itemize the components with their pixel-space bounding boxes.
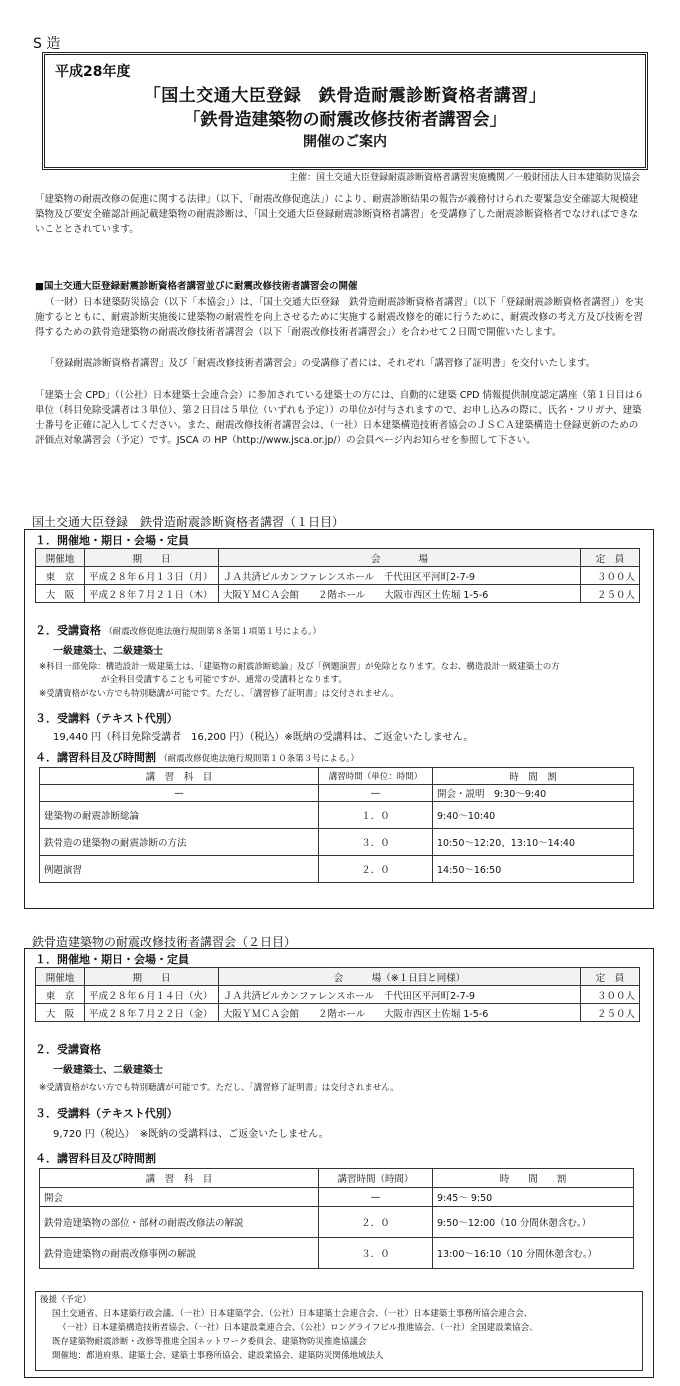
c2-venue-h1: 期 日 <box>85 968 219 986</box>
title-line-2: 「鉄骨造建築物の耐震改修技術者講習会」 <box>183 110 507 130</box>
course-hours: — <box>319 1188 433 1207</box>
course-time: 10:50〜12:20、13:10〜14:40 <box>433 829 634 856</box>
venue-date: 平成２８年７月２１日（木） <box>85 585 219 603</box>
course-name: 鉄骨造建築物の耐震改修事例の解説 <box>40 1238 319 1269</box>
c1-venue-table <box>35 548 640 603</box>
c1-note-2: ※受講資格がない方でも特別聴講が可能です。ただし、「講習修了証明書」は交付されません。 <box>39 689 399 699</box>
structure-label: S 造 <box>33 36 61 52</box>
course-name: — <box>40 785 319 802</box>
venue-capacity: ３００人 <box>581 567 640 585</box>
venue-capacity: ２５０人 <box>581 585 640 603</box>
support-line-3: 既存建築物耐震診断・改修等推進全国ネットワーク委員会、建築物防災推進協議会 <box>52 1337 367 1347</box>
title-line-3: 開催のご案内 <box>303 134 387 150</box>
c1-fee: 19,440 円（科目免除受講者 16,200 円）（税込）※既納の受講料は、ご返金いたしません。 <box>53 732 474 743</box>
course-hours: １．０ <box>319 802 433 829</box>
venue-date: 平成２８年７月２２日（金） <box>85 1004 219 1022</box>
course-time: 9:45〜 9:50 <box>433 1188 634 1207</box>
fiscal-year: 平成28年度 <box>55 64 131 80</box>
venue-city: 大 阪 <box>36 1004 85 1022</box>
course2-title: 鉄骨造建築物の耐震改修技術者講習会（２日目） <box>32 935 297 949</box>
course-hours: ３．０ <box>319 1238 433 1269</box>
table-row <box>40 829 634 856</box>
table-row <box>40 1188 634 1207</box>
c1-note-1a: ※科目一部免除：構造設計一級建築士は、「建築物の耐震診断総論」及び「例題演習」が免除となります。なお、構造設計一級建築士の方 <box>39 662 560 672</box>
title-line-1: 「国土交通大臣登録 鉄骨造耐震診断資格者講習」 <box>143 86 547 106</box>
course-time: 14:50〜16:50 <box>433 856 634 883</box>
c2-venue-h3: 定 員 <box>581 968 640 986</box>
table-row <box>36 1004 640 1022</box>
c2-course-h0: 講 習 科 目 <box>40 1169 319 1188</box>
title-box <box>42 52 648 170</box>
c1-course-table <box>39 767 634 883</box>
c1-venue-h0: 開催地 <box>36 549 85 567</box>
venue-city: 大 阪 <box>36 585 85 603</box>
c1-s4-title: ４．講習科目及び時間割 <box>35 751 156 764</box>
c2-course-table <box>39 1168 634 1269</box>
table-row <box>40 1207 634 1238</box>
c1-course-h1: 講習時間（単位：時間） <box>319 768 433 785</box>
course-name: 開会 <box>40 1188 319 1207</box>
c2-course-h1: 講習時間（時間） <box>319 1169 433 1188</box>
course-time: 9:50〜12:00（10 分間休憩含む。） <box>433 1207 634 1238</box>
c2-note: ※受講資格がない方でも特別聴講が可能です。ただし、「講習修了証明書」は交付されません。 <box>39 1083 399 1093</box>
c1-qualification: 一級建築士、二級建築士 <box>53 646 163 657</box>
course-hours: ２．０ <box>319 856 433 883</box>
paragraph-2: 「登録耐震診断資格者講習」及び「耐震改修技術者講習会」の受講修了者には、それぞれ「講習修了証明書」を交付いたします。 <box>45 358 596 369</box>
venue-city: 東 京 <box>36 567 85 585</box>
c2-s3-title: ３．受講料（テキスト代別） <box>35 1107 178 1120</box>
c2-s4-title: ４．講習科目及び時間割 <box>35 1152 156 1165</box>
venue-hall: 大阪ＹＭＣＡ会館 ２階ホール 大阪市西区土佐堀 1-5-6 <box>219 1004 581 1022</box>
c1-venue-h2: 会 場 <box>219 549 581 567</box>
course2-box <box>24 948 654 1378</box>
course-name: 鉄骨造建築物の部位・部材の耐震改修法の解説 <box>40 1207 319 1238</box>
support-line-1: 国土交通省、日本建築行政会議、（一社）日本建築学会、（公社）日本建築士会連合会、（一社）日本建築士事務所協会連合会、 <box>52 1309 533 1319</box>
table-row <box>40 1238 634 1269</box>
venue-city: 東 京 <box>36 986 85 1004</box>
c2-venue-table <box>35 967 640 1022</box>
course-time: 13:00〜16:10（10 分間休憩含む。） <box>433 1238 634 1269</box>
venue-hall: ＪＡ共済ビルカンファレンスホール 千代田区平河町2-7-9 <box>219 567 581 585</box>
venue-capacity: ２５０人 <box>581 1004 640 1022</box>
venue-hall: 大阪ＹＭＣＡ会館 ２階ホール 大阪市西区土佐堀 1-5-6 <box>219 585 581 603</box>
course-time: 開会・説明 9:30〜9:40 <box>433 785 634 802</box>
c1-course-h2: 時 間 割 <box>433 768 634 785</box>
support-label: 後援（予定） <box>40 1295 92 1305</box>
course1-title: 国土交通大臣登録 鉄骨造耐震診断資格者講習（１日目） <box>32 515 345 529</box>
c1-s2-note: （耐震改修促進法施行規則第８条第１項第１号による。） <box>104 627 321 637</box>
c2-fee: 9,720 円（税込） ※既納の受講料は、ご返金いたしません。 <box>53 1129 329 1140</box>
c1-s1-title: １．開催地・期日・会場・定員 <box>35 534 189 547</box>
course-hours: ２．０ <box>319 1207 433 1238</box>
c1-venue-h3: 定 員 <box>581 549 640 567</box>
support-line-4: 開催地：都道府県、建築士会、建築士事務所協会、建設業協会、建築防災関係地域法人 <box>52 1351 384 1361</box>
course1-box <box>24 529 654 909</box>
venue-capacity: ３００人 <box>581 986 640 1004</box>
c2-venue-h0: 開催地 <box>36 968 85 986</box>
paragraph-3: 「建築士会 CPD」（（公社）日本建築士会連合会）に参加されている建築士の方には、自動的に建築 CPD 情報提供制度認定講座（第１日目は６単位（科目免除受講者は３単位）、第２日目は５単位（いずれも予定））の単位が付与されますので、お申し込みの際に、氏名・フリガナ、建築士番号を正確に記入してください。また、耐震改修技術者講習会は、（一社）日本建築構造技術者協会のＪＳＣＡ建築構造士登録更新のための評価点対象講習会（予定）です。JSCA の HP（http://www.jsca.or.jp/）の会員ページ内お知らせを参照して下さい。 <box>35 390 644 446</box>
venue-date: 平成２８年６月１３日（月） <box>85 567 219 585</box>
table-row <box>36 585 640 603</box>
intro-paragraph: 「建築物の耐震改修の促進に関する法律」（以下、「耐震改修促進法」）により、耐震診断結果の報告が義務付けられた要緊急安全確認大規模建築物及び要安全確認計画記載建築物の耐震診断は、「国土交通大臣登録耐震診断資格者講習」を受講修了した耐震診断資格者でなければできないこととされています。 <box>35 194 639 235</box>
organizer: 主催：国土交通大臣登録耐震診断資格者講習実施機関／一般財団法人日本建築防災協会 <box>288 173 640 183</box>
c1-course-h0: 講 習 科 目 <box>40 768 319 785</box>
course-name: 例題演習 <box>40 856 319 883</box>
c1-s3-title: ３．受講料（テキスト代別） <box>35 712 178 725</box>
course-hours: ３．０ <box>319 829 433 856</box>
course-time: 9:40〜10:40 <box>433 802 634 829</box>
c1-venue-h1: 期 日 <box>85 549 219 567</box>
table-row <box>36 567 640 585</box>
section-heading: ■国土交通大臣登録耐震診断資格者講習並びに耐震改修技術者講習会の開催 <box>35 281 358 292</box>
c2-course-h2: 時 間 割 <box>433 1169 634 1188</box>
table-row <box>40 785 634 802</box>
c1-s2-title: ２．受講資格 <box>35 624 101 637</box>
venue-date: 平成２８年６月１４日（火） <box>85 986 219 1004</box>
course-name: 建築物の耐震診断総論 <box>40 802 319 829</box>
c2-s1-title: １．開催地・期日・会場・定員 <box>35 953 189 966</box>
c2-venue-h2: 会 場（※１日目と同様） <box>219 968 581 986</box>
course-hours: — <box>319 785 433 802</box>
table-row <box>40 802 634 829</box>
venue-hall: ＪＡ共済ビルカンファレンスホール 千代田区平河町2-7-9 <box>219 986 581 1004</box>
c1-s4-note: （耐震改修促進法施行規則第１０条第３号による。） <box>159 754 359 764</box>
support-line-2: （一社）日本建築構造技術者協会、（一社）日本建設業連合会、（公社）ロングライフビル推進協会、（一社）全国建設業協会、 <box>58 1323 538 1333</box>
c1-note-1b: が全科目受講することも可能ですが、通常の受講料となります。 <box>101 675 347 685</box>
support-box <box>35 1291 643 1371</box>
c2-qualification: 一級建築士、二級建築士 <box>53 1065 163 1076</box>
table-row <box>36 986 640 1004</box>
course-name: 鉄骨造の建築物の耐震診断の方法 <box>40 829 319 856</box>
c2-s2-title: ２．受講資格 <box>35 1043 101 1056</box>
table-row <box>40 856 634 883</box>
paragraph-1: （一財）日本建築防災協会（以下「本協会」）は、「国土交通大臣登録 鉄骨造耐震診断資格者講習」（以下「登録耐震診断資格者講習」）を実施するとともに、耐震診断実施後に建築物の耐震性を向上させるために実施する耐震改修を的確に行うために、耐震改修の考え方及び技術を習得するための鉄骨造建築物の耐震改修技術者講習会（以下「耐震改修技術者講習会」）を合わせて２日間で開催いたします。 <box>35 297 644 338</box>
